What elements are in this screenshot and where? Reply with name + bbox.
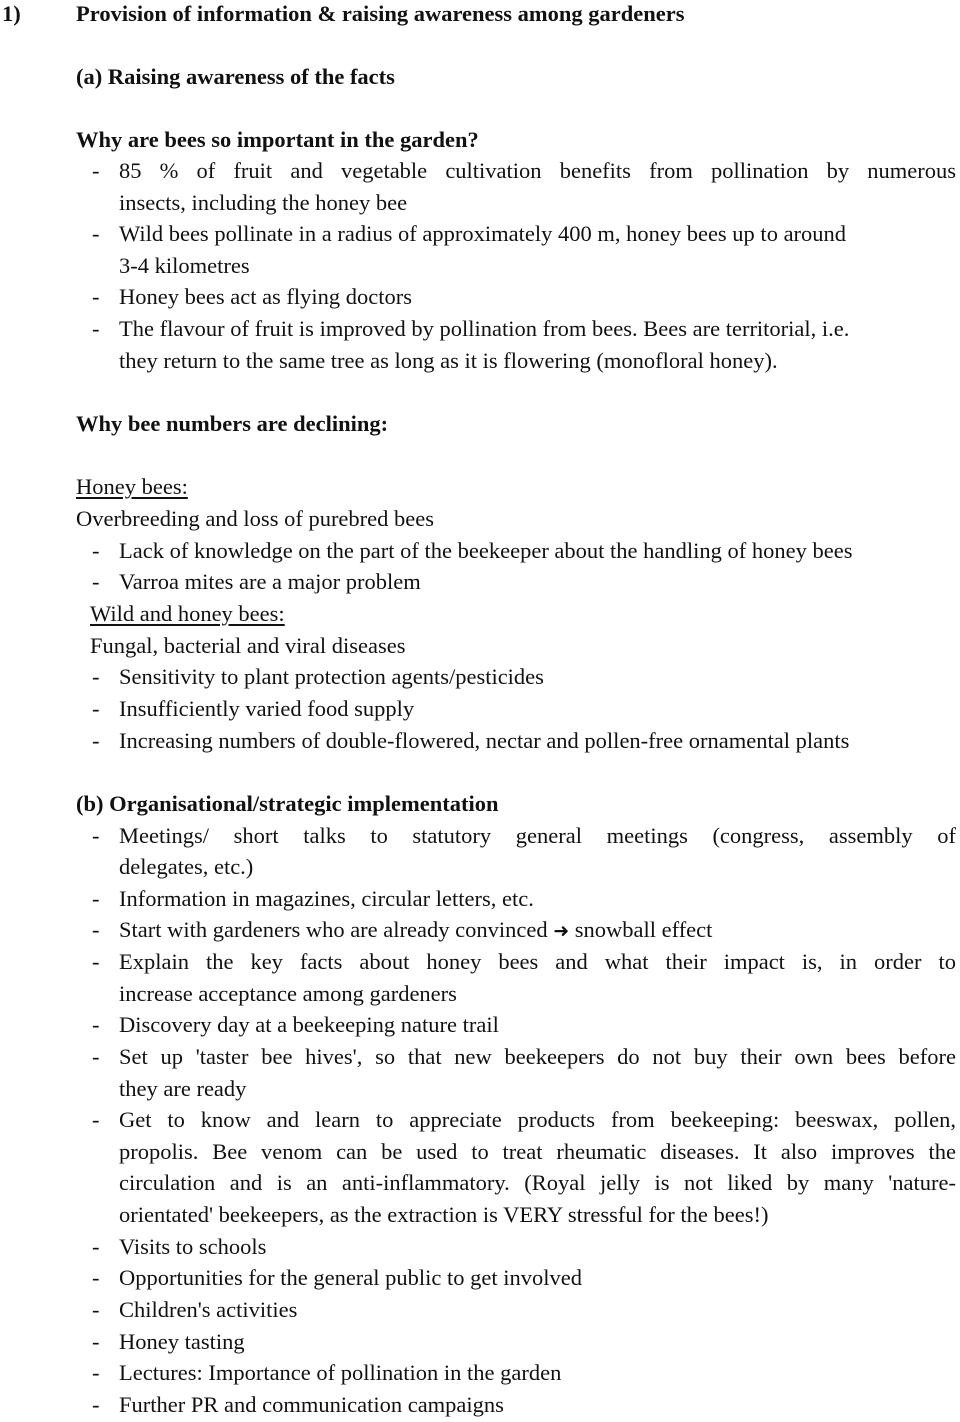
list-item bbox=[0, 1326, 960, 1358]
list-item-text: Further PR and communication campaigns bbox=[119, 1392, 504, 1417]
wild-bees-label: Wild and honey bees: bbox=[90, 601, 285, 626]
list-item bbox=[0, 820, 960, 852]
bullet-dash: - bbox=[92, 664, 100, 689]
list-item bbox=[0, 313, 960, 345]
bullet-dash: - bbox=[92, 221, 100, 246]
list-item bbox=[0, 218, 960, 250]
bullet-dash: - bbox=[92, 1329, 100, 1354]
list-item-text: Honey bees act as flying doctors bbox=[119, 284, 413, 309]
list-item-text: Children's activities bbox=[119, 1297, 298, 1322]
bullet-dash: - bbox=[92, 284, 100, 309]
list-item-continuation: 3-4 kilometres bbox=[119, 253, 250, 278]
list-item bbox=[0, 725, 960, 757]
list-item bbox=[0, 883, 960, 915]
list-item-continuation: circulation and is an anti-inflammatory. (Royal jelly is not liked by many 'nature- bbox=[119, 1170, 956, 1195]
list-item bbox=[0, 1294, 960, 1326]
bullet-dash: - bbox=[92, 728, 100, 753]
why-important-question: Why are bees so important in the garden? bbox=[76, 127, 479, 152]
list-item-text: Insufficiently varied food supply bbox=[119, 696, 415, 721]
list-item-text: Sensitivity to plant protection agents/pesticides bbox=[119, 664, 544, 689]
list-item-text: Get to know and learn to appreciate products from beekeeping: beeswax, pollen, bbox=[119, 1107, 956, 1132]
list-item-text-end: snowball effect bbox=[574, 917, 713, 942]
honey-bees-label: Honey bees: bbox=[76, 474, 188, 499]
bullet-dash: - bbox=[92, 569, 100, 594]
list-item bbox=[0, 535, 960, 567]
list-item-text: Lectures: Importance of pollination in the garden bbox=[119, 1360, 562, 1385]
list-item-text bbox=[119, 914, 712, 948]
list-item bbox=[0, 661, 960, 693]
section-title: Provision of information & raising awareness among gardeners bbox=[76, 1, 685, 26]
list-item-text: Discovery day at a beekeeping nature trail bbox=[119, 1012, 499, 1037]
wild-bees-text: Fungal, bacterial and viral diseases bbox=[90, 633, 406, 658]
list-item bbox=[0, 1357, 960, 1389]
list-item-continuation: propolis. Bee venom can be used to treat rheumatic diseases. It also improves the bbox=[119, 1139, 956, 1164]
list-item-text: Information in magazines, circular letters, etc. bbox=[119, 886, 534, 911]
list-item bbox=[0, 1104, 960, 1136]
list-item bbox=[0, 1231, 960, 1263]
list-item bbox=[0, 693, 960, 725]
list-item bbox=[0, 155, 960, 187]
bullet-dash: - bbox=[92, 1360, 100, 1385]
list-item bbox=[0, 1041, 960, 1073]
list-item-text-start: Start with gardeners who are already convinced bbox=[119, 917, 548, 942]
list-item bbox=[0, 1009, 960, 1041]
list-item-text: 85 % of fruit and vegetable cultivation benefits from pollination by numerous bbox=[119, 158, 956, 183]
bullet-dash: - bbox=[92, 158, 100, 183]
list-item-continuation: insects, including the honey bee bbox=[119, 190, 408, 215]
list-item-text: Explain the key facts about honey bees and what their impact is, in order to bbox=[119, 949, 956, 974]
bullet-dash: - bbox=[92, 1234, 100, 1259]
bullet-dash: - bbox=[92, 1107, 100, 1132]
right-arrow-icon: ➜ bbox=[553, 920, 570, 942]
list-item bbox=[0, 1389, 960, 1421]
bullet-dash: - bbox=[92, 949, 100, 974]
list-item-continuation: increase acceptance among gardeners bbox=[119, 981, 457, 1006]
list-item-text: The flavour of fruit is improved by pollination from bees. Bees are territorial, i.e. bbox=[119, 316, 850, 341]
bullet-dash: - bbox=[92, 1297, 100, 1322]
list-item bbox=[0, 946, 960, 978]
list-item bbox=[0, 914, 960, 946]
bullet-dash: - bbox=[92, 316, 100, 341]
bullet-dash: - bbox=[92, 1012, 100, 1037]
list-item-text: Varroa mites are a major problem bbox=[119, 569, 421, 594]
list-item-text: Wild bees pollinate in a radius of approximately 400 m, honey bees up to around bbox=[119, 221, 847, 246]
list-item-continuation: they return to the same tree as long as it is flowering (monofloral honey). bbox=[119, 348, 778, 373]
bullet-dash: - bbox=[92, 1392, 100, 1417]
list-item bbox=[0, 281, 960, 313]
bullet-dash: - bbox=[92, 1265, 100, 1290]
list-item-text: Set up 'taster bee hives', so that new beekeepers do not buy their own bees before bbox=[119, 1044, 956, 1069]
list-item-continuation: orientated' beekeepers, as the extraction is VERY stressful for the bees!) bbox=[119, 1202, 769, 1227]
bullet-dash: - bbox=[92, 696, 100, 721]
list-item-text: Lack of knowledge on the part of the beekeeper about the handling of honey bees bbox=[119, 538, 853, 563]
list-item-text: Visits to schools bbox=[119, 1234, 267, 1259]
list-item-text: Increasing numbers of double-flowered, nectar and pollen-free ornamental plants bbox=[119, 728, 850, 753]
list-item bbox=[0, 566, 960, 598]
list-item-text: Meetings/ short talks to statutory general meetings (congress, assembly of bbox=[119, 823, 956, 848]
list-item-text: Honey tasting bbox=[119, 1329, 245, 1354]
part-b-heading: (b) Organisational/strategic implementation bbox=[76, 791, 499, 816]
list-item-continuation: delegates, etc.) bbox=[119, 854, 254, 879]
why-declining-heading: Why bee numbers are declining: bbox=[76, 411, 389, 436]
honey-bees-text: Overbreeding and loss of purebred bees bbox=[76, 506, 435, 531]
list-item-continuation: they are ready bbox=[119, 1076, 247, 1101]
bullet-dash: - bbox=[92, 886, 100, 911]
bullet-dash: - bbox=[92, 823, 100, 848]
list-item bbox=[0, 1262, 960, 1294]
list-item-text: Opportunities for the general public to get involved bbox=[119, 1265, 583, 1290]
bullet-dash: - bbox=[92, 538, 100, 563]
bullet-dash: - bbox=[92, 1044, 100, 1069]
part-a-heading: (a) Raising awareness of the facts bbox=[76, 64, 395, 89]
section-number: 1) bbox=[2, 1, 21, 26]
bullet-dash: - bbox=[92, 917, 100, 942]
